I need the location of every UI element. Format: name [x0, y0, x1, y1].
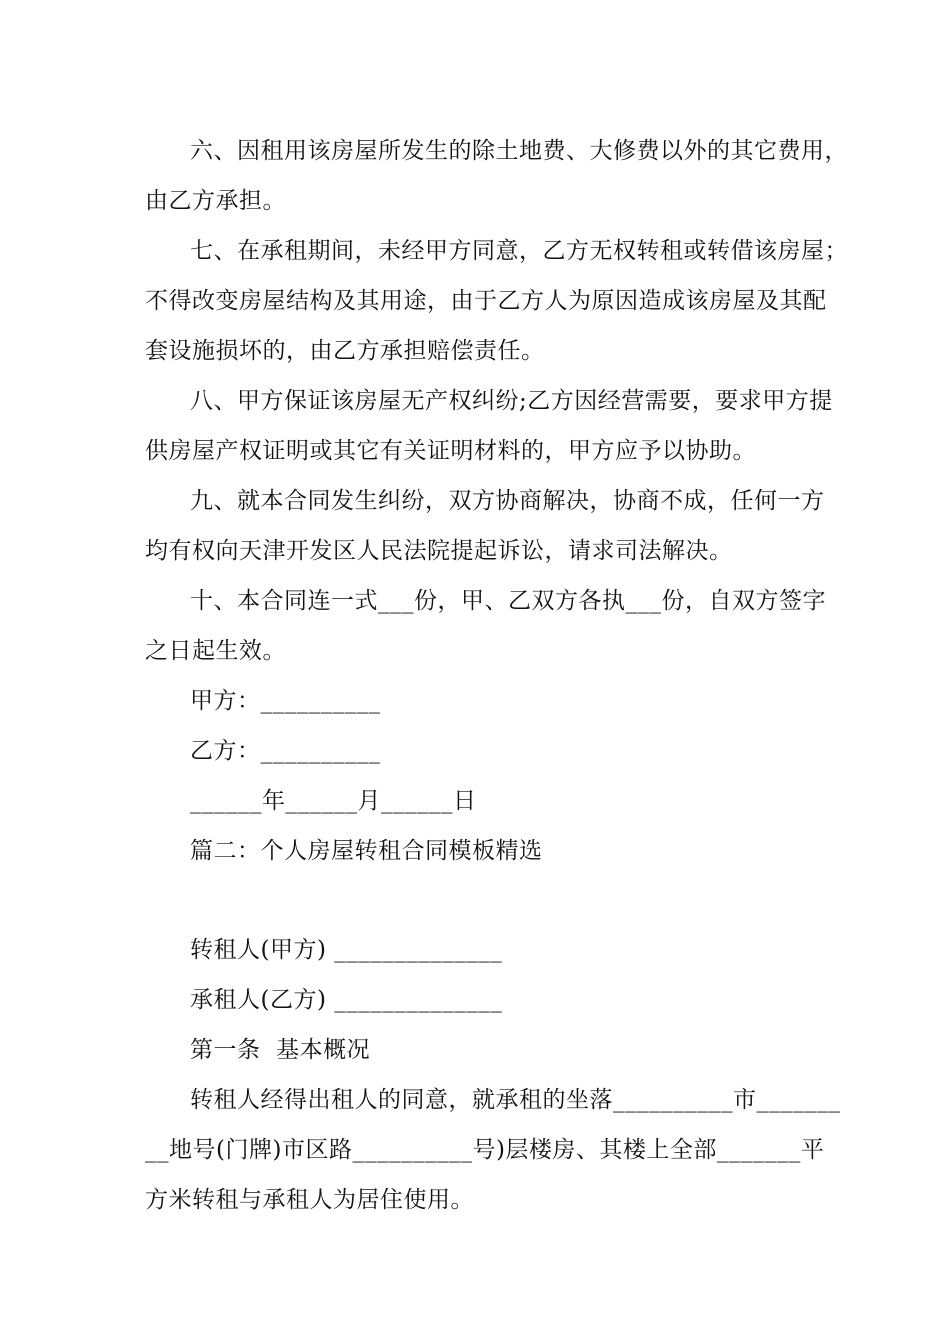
article-1-line-2: __地号(门牌)市区路__________号)层楼房、其楼上全部_______平	[145, 1137, 825, 1163]
section-title: 篇二：个人房屋转租合同模板精选	[190, 838, 543, 864]
clause-8-line-2: 供房屋产权证明或其它有关证明材料的，甲方应予以协助。	[145, 438, 756, 464]
sublessor-party: 转租人(甲方) ______________	[190, 937, 503, 963]
clause-9-line-1: 九、就本合同发生纠纷，双方协商解决，协商不成，任何一方	[190, 488, 825, 514]
clause-6-line-2: 由乙方承担。	[145, 188, 286, 214]
clause-8-line-1: 八、甲方保证该房屋无产权纠纷;乙方因经营需要，要求甲方提	[190, 388, 833, 414]
article-1-line-1: 转租人经得出租人的同意，就承租的坐落__________市_______	[190, 1087, 841, 1113]
signature-date: ______年______月______日	[190, 788, 477, 814]
party-b-signature: 乙方：__________	[190, 738, 381, 764]
clause-7-line-1: 七、在承租期间，未经甲方同意，乙方无权转租或转借该房屋；	[190, 238, 848, 264]
article-1-line-3: 方米转租与承租人为居住使用。	[145, 1187, 474, 1213]
clause-10-line-1: 十、本合同连一式___份，甲、乙双方各执___份，自双方签字	[190, 588, 826, 614]
clause-7-line-3: 套设施损坏的，由乙方承担赔偿责任。	[145, 338, 545, 364]
clause-6-line-1: 六、因租用该房屋所发生的除土地费、大修费以外的其它费用，	[190, 138, 848, 164]
sublessee-party: 承租人(乙方) ______________	[190, 987, 503, 1013]
party-a-signature: 甲方：__________	[190, 688, 381, 714]
clause-10-line-2: 之日起生效。	[145, 638, 286, 664]
clause-7-line-2: 不得改变房屋结构及其用途，由于乙方人为原因造成该房屋及其配	[145, 288, 827, 314]
article-1-heading: 第一条 基本概况	[190, 1037, 371, 1063]
clause-9-line-2: 均有权向天津开发区人民法院提起诉讼，请求司法解决。	[145, 538, 733, 564]
